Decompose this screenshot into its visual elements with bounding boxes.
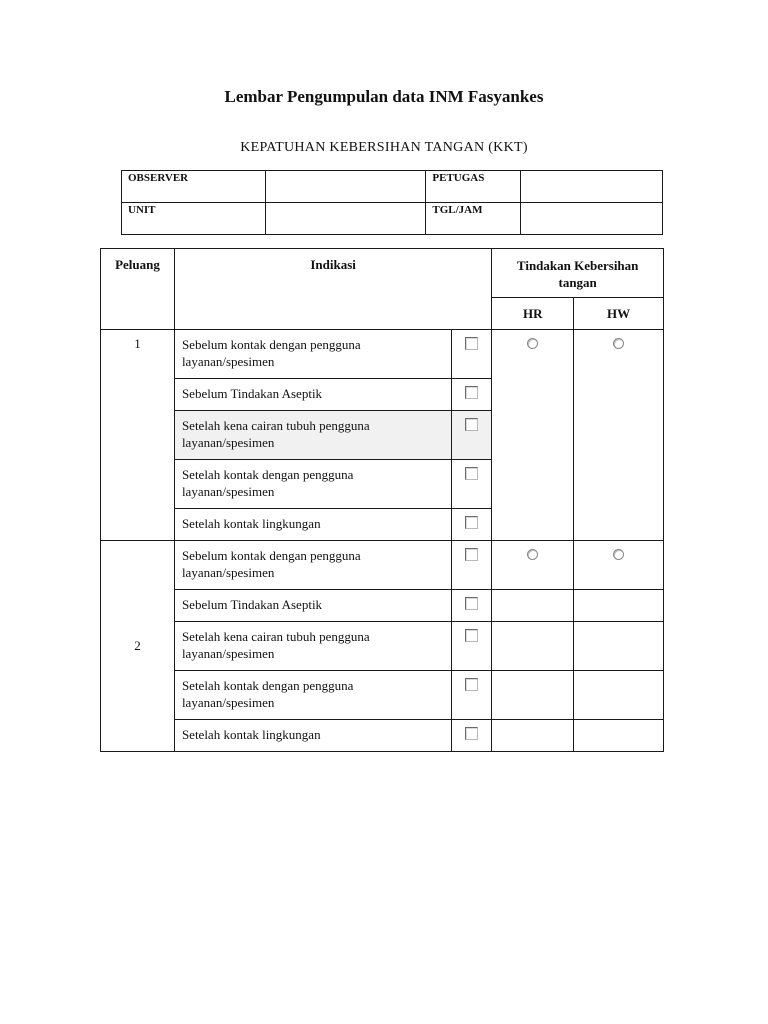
document-title: Lembar Pengumpulan data INM Fasyankes <box>224 87 544 106</box>
info-row-unit <box>122 203 663 235</box>
observer-field[interactable] <box>265 171 426 203</box>
indikasi-checkbox-cell <box>452 720 492 752</box>
hr-radio[interactable] <box>527 549 538 560</box>
observation-table <box>100 248 664 752</box>
table-row <box>101 720 664 752</box>
indikasi-text: Sebelum kontak dengan pengguna layanan/spesimen <box>174 330 451 379</box>
col-header-peluang: Peluang <box>101 249 175 330</box>
col-header-hr: HR <box>492 298 574 330</box>
indikasi-checkbox-cell <box>452 671 492 720</box>
indikasi-text: Setelah kena cairan tubuh pengguna layanan/spesimen <box>174 622 451 671</box>
indikasi-checkbox-cell <box>452 509 492 541</box>
indikasi-text: Sebelum Tindakan Aseptik <box>174 590 451 622</box>
indikasi-checkbox[interactable] <box>465 678 478 691</box>
peluang-number: 1 <box>101 330 175 541</box>
hr-cell <box>492 330 574 541</box>
indikasi-checkbox-cell <box>452 541 492 590</box>
hr-cell <box>492 622 574 671</box>
table-row <box>101 330 664 379</box>
indikasi-text: Setelah kontak dengan pengguna layanan/spesimen <box>174 671 451 720</box>
indikasi-checkbox[interactable] <box>465 727 478 740</box>
hw-radio[interactable] <box>613 549 624 560</box>
table-row <box>101 671 664 720</box>
col-header-hw: HW <box>574 298 664 330</box>
indikasi-checkbox-cell <box>452 622 492 671</box>
table-row <box>101 541 664 590</box>
hr-cell <box>492 590 574 622</box>
hr-cell <box>492 541 574 590</box>
unit-field[interactable] <box>265 203 426 235</box>
indikasi-checkbox-cell <box>452 411 492 460</box>
hw-cell <box>574 671 664 720</box>
hw-cell <box>574 590 664 622</box>
tgl-jam-label: TGL/JAM <box>426 203 521 235</box>
hr-radio[interactable] <box>527 338 538 349</box>
info-row-observer <box>122 171 663 203</box>
table-row <box>101 622 664 671</box>
header-row <box>101 249 664 298</box>
indikasi-checkbox-cell <box>452 330 492 379</box>
indikasi-checkbox[interactable] <box>465 516 478 529</box>
petugas-label: PETUGAS <box>426 171 521 203</box>
indikasi-text: Sebelum kontak dengan pengguna layanan/spesimen <box>174 541 451 590</box>
indikasi-checkbox[interactable] <box>465 597 478 610</box>
indikasi-checkbox[interactable] <box>465 386 478 399</box>
indikasi-checkbox-cell <box>452 460 492 509</box>
table-row <box>101 590 664 622</box>
indikasi-checkbox[interactable] <box>465 337 478 350</box>
indikasi-checkbox[interactable] <box>465 548 478 561</box>
peluang-number: 2 <box>101 541 175 752</box>
hw-cell <box>574 720 664 752</box>
indikasi-text: Setelah kena cairan tubuh pengguna layanan/spesimen <box>174 411 451 460</box>
col-header-tindakan: Tindakan Kebersihan tangan <box>492 249 664 298</box>
tgl-jam-field[interactable] <box>521 203 663 235</box>
indikasi-text: Sebelum Tindakan Aseptik <box>174 379 451 411</box>
indikasi-checkbox[interactable] <box>465 418 478 431</box>
hw-cell <box>574 622 664 671</box>
hr-cell <box>492 720 574 752</box>
document-subtitle: KEPATUHAN KEBERSIHAN TANGAN (KKT) <box>240 140 528 155</box>
hr-cell <box>492 671 574 720</box>
indikasi-checkbox-cell <box>452 379 492 411</box>
observer-label: OBSERVER <box>122 171 266 203</box>
indikasi-checkbox[interactable] <box>465 629 478 642</box>
indikasi-text: Setelah kontak lingkungan <box>174 509 451 541</box>
col-header-indikasi: Indikasi <box>174 249 491 330</box>
info-table <box>121 170 663 235</box>
hw-cell <box>574 541 664 590</box>
indikasi-text: Setelah kontak lingkungan <box>174 720 451 752</box>
indikasi-checkbox-cell <box>452 590 492 622</box>
petugas-field[interactable] <box>521 171 663 203</box>
indikasi-text: Setelah kontak dengan pengguna layanan/spesimen <box>174 460 451 509</box>
indikasi-checkbox[interactable] <box>465 467 478 480</box>
hw-cell <box>574 330 664 541</box>
hw-radio[interactable] <box>613 338 624 349</box>
unit-label: UNIT <box>122 203 266 235</box>
